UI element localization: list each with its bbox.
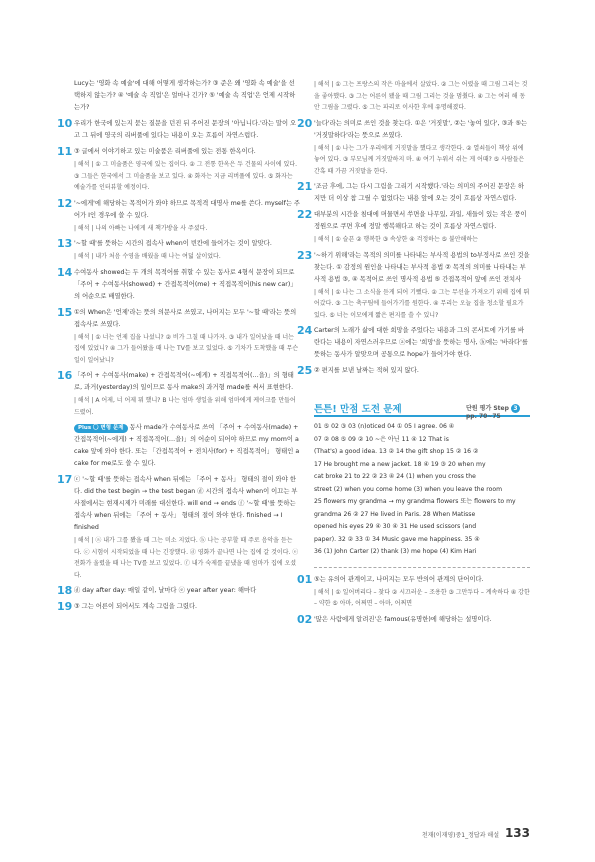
item-body: 우리가 한국에 있는지 묻는 질문을 던진 뒤 주어진 문장의 '아닙니다.'라는 말이 오고 그 뒤에 영국의 리버풀에 있다는 내용이 오는 흐름이 자연스럽다. (74, 120, 297, 139)
item-explanation: | 해석 | ① 그 미술품은 영국에 있는 집이다. ② 그 전통 한옥은 두 건물의 사이에 있다. ③ 그들은 한국에서 그 미술품을 보고 있다. ④ 화자는 지금 리버풀에 있다. ⑤ 화자는 예술가를 인터뷰할 예정이다. (74, 161, 298, 191)
item-number: 25 (297, 364, 313, 377)
item-number: 12 (57, 196, 73, 210)
item-text (74, 474, 300, 534)
item-explanation: | 해석 | ① 나는 그 소식을 듣게 되어 기뻤다. ② 그는 무선을 가져오기 위해 집에 뛰어갔다. ③ 그는 축구팀에 들어가기를 원한다. ④ 무리는 오늘 집을 청소할 필요가 있다. ⑤ 너는 이모에게 짧은 편지를 쓸 수 있니? (314, 288, 530, 319)
right-column (297, 78, 530, 626)
left-intro: Lucy는 '영화 속 예술'에 대해 어떻게 생각하는가? ③ 준은 왜 '영화 속 예술'을 선택하지 않는가? ④ '예술 속 직업'은 얼마나 긴가? ⑤ '예술 속 직업'은 언제 시작하는가? (74, 80, 296, 111)
item-number: 16 (57, 369, 73, 382)
item-text (74, 267, 300, 303)
item-body: 수여동사 showed는 두 개의 목적어를 취할 수 있는 동사로 4형식 문장이 되므로 「주어 + 수여동사(showed) + 간접목적어(me) + 직접목적어(his new car)」의 어순으로 배열한다. (74, 268, 297, 300)
answer-item (57, 237, 300, 263)
item-text (314, 118, 530, 142)
answer-item (297, 180, 530, 205)
answer-line: street (2) when you come home (3) when you leave the room (314, 485, 503, 493)
answer-line: cat broke 21 to 22 ② 23 ④ 24 (1) when you cross the (314, 473, 476, 480)
item-number: 13 (57, 237, 73, 250)
item-text (314, 574, 530, 586)
item-text (314, 181, 530, 205)
item-explanation: | 해석 | ① 슬픈 ② 행복한 ③ 속상한 ④ 걱정하는 ⑤ 불안해하는 (314, 236, 478, 243)
item-number: 18 (57, 584, 73, 597)
item-text (74, 146, 300, 158)
answer-item (57, 369, 300, 418)
item-explanation: | 해석 | 나의 아빠는 나에게 새 책가방을 사 주셨다. (74, 224, 208, 232)
answer-item (57, 473, 300, 581)
item-number: 02 (297, 612, 313, 626)
answer-line: 17 He brought me a new jacket. 18 ④ 19 ③ 20 when my (314, 460, 486, 468)
item-number: 14 (57, 265, 73, 279)
answer-item (57, 305, 300, 367)
item-body: 「주어 + 수여동사(make) + 간접목적어(~에게) + 직접목적어(…을)」의 형태로, 과거(yesterday)의 일이므로 동사 make의 과거형 made를 써서 표현한다. (74, 372, 294, 391)
item-number: 23 (297, 248, 313, 262)
answer-item (57, 584, 300, 597)
answer-line: 36 (1) John Carter (2) thank (3) me hope (4) Kim Hari (314, 548, 477, 555)
item-number: 22 (297, 208, 313, 221)
item-body: ⓒ '~할 때'를 뜻하는 접속사 when 뒤에는 「주어 + 동사」 형태의 절이 와야 한다. did the test begin → the test began ⓓ 시간의 접속사 when이 이끄는 부사절에서는 현재시제가 미래를 대신한다. will end → ends ⓕ '~할 때'를 뜻하는 접속사 when 뒤에는 「주어 + 동사」 형태의 절이 와야 한다. finished → I finished (74, 476, 298, 531)
item-number: 10 (57, 117, 73, 130)
step-badge: 3 (511, 404, 520, 413)
answer-item (297, 116, 530, 178)
answer-line: 07 ② 08 ⑤ 09 ② 10 ~은 아닌 11 ④ 12 That is (314, 435, 449, 443)
item-body: '~하기 위해'라는 목적의 의미를 나타내는 부사적 용법의 to부정사로 쓰인 것을 찾는다. ① 감정의 원인을 나타내는 부사적 용법 ② 목적의 의미를 나타내는 부사적 용법 ③, ④ 목적어로 쓰인 명사적 용법 ⑤ 간접목적어 앞에 쓰인 전치사 (314, 251, 530, 283)
left-column (57, 78, 300, 613)
footer-label: 천재(이재영)중1_정답과 해설 (421, 832, 500, 839)
item-explanation: | 해석 | ① 나는 그가 우리에게 거짓말을 했다고 생각한다. ② 열쇠들이 책상 위에 놓여 있다. ③ 부모님께 거짓말하지 마. ④ 여기 누워서 쉬는 게 어때? ⑤ 사람들은 간혹 때 가끔 거짓말을 한다. (314, 144, 525, 175)
answer-item (74, 422, 300, 470)
answer-item (297, 572, 530, 610)
item-number: 17 (57, 473, 73, 486)
item-text (74, 238, 300, 250)
item-explanation: | 해석 | 내가 처음 수영을 배웠을 때 나는 여덟 살이었다. (74, 253, 221, 260)
item-explanation: | 해석 | ① 일어버리다 – 찾다 ② 시끄러운 – 조용한 ③ 그만두다 – 계속하다 ④ 강한 – 약한 ⑤ 아마, 어쩌면 – 아마, 어쩌면 (314, 588, 530, 607)
item-text (74, 585, 300, 597)
item-body: ⑤는 유의어 관계이고, 나머지는 모두 반의어 관계의 단어이다. (314, 575, 484, 583)
item-text (74, 422, 300, 470)
section-banner (314, 399, 530, 420)
item-explanation: | 해석 | ⓐ 내가 그를 봤을 때 그는 미소 지었다. ⓑ 나는 공부할 때 주로 음악을 듣는다. ⓒ 시험이 시작되었을 때 나는 긴장했다. ⓓ 영화가 끝나면 나는 집에 갈 것이다. ⓔ 전화가 울렸을 때 나는 TV를 보고 있었다. ⓕ 내가 숙제를 끝냈을 때 엄마가 집에 오셨다. (74, 537, 299, 579)
banner-pages: pp. 70~75 (466, 413, 501, 420)
item-explanation: | 해석 | A 어제, 너 어제 뭐 했니? B 나는 엄마 생일을 위해 엄마에게 케이크를 만들어 드렸어. (74, 397, 296, 416)
item-number: 11 (57, 145, 73, 158)
answer-item (297, 324, 530, 361)
item-body: 동사 made가 수여동사로 쓰여 「주어 + 수여동사(made) + 간접목적어(~에게) + 직접목적어(…을)」의 어순이 되어야 하므로 my mom이 a cake 앞에 와야 한다. 또는 「간접목적어 + 전치사(for) + 직접목적어」 형태인 a cake for me로도 쓸 수 있다. (74, 424, 300, 467)
item-body: ③ 그는 어른이 되어서도 계속 그림을 그렸다. (74, 603, 198, 610)
item-text (74, 601, 300, 613)
item-number: 01 (297, 572, 313, 586)
answer-item (57, 265, 300, 303)
item-text (314, 614, 530, 626)
item-body: '조금 후에, 그는 다시 그림을 그리기 시작했다.'라는 의미의 주어진 문장은 하지만 더 이상 참 그릴 수 없었다는 내용 앞에 오는 것이 흐름상 자연스럽다. (314, 183, 524, 202)
item-number: 19 (57, 600, 73, 613)
banner-title: 튼튼! 만점 도전 문제 (314, 404, 402, 415)
plus-badge: Plus 〇 변형 문제 (74, 424, 128, 433)
item-body: Carter의 노래가 삶에 대한 희망을 주었다는 내용과 그의 콘서트에 가기를 바란다는 내용이 자연스러우므로 ⓐ에는 '희망'을 뜻하는 명사, ⓑ에는 '바라다'를 뜻하는 동사가 알맞으며 공통으로 hope가 들어가야 한다. (314, 327, 528, 358)
page-footer (422, 826, 530, 840)
item-body: ①의 When은 '언제'라는 뜻의 의문사로 쓰였고, 나머지는 모두 '~할 때'라는 뜻의 접속사로 쓰였다. (74, 308, 297, 328)
item-body: ③ 글에서 이야기하고 있는 미술품은 리버풀에 있는 전통 한옥이다. (74, 148, 256, 155)
item-text (314, 325, 530, 361)
right-intro: | 해석 | ① 그는 프랑스의 작은 마을에서 살았다. ② 그는 어렸을 때 그림 그리는 것을 좋아했다. ③ 그는 어른이 됐을 때 그림 그리는 것을 멈췄다. ④ 그는 여러 해 동안 그림을 그렸다. ⑤ 그는 파리로 이사한 후에 유명해졌다. (314, 81, 528, 111)
item-body: '~에게'에 해당하는 목적어가 와야 하므로 목적격 대명사 me를 쓴다. myself는 주어가 I인 경우에 쓸 수 있다. (74, 199, 300, 219)
page-number: 133 (504, 826, 530, 840)
answer-line: 01 ⑤ 02 ③ 03 (n)oticed 04 ① 05 I agree. 06 ④ (314, 423, 455, 430)
item-text (314, 250, 530, 286)
item-number: 20 (297, 116, 313, 130)
item-text (74, 307, 300, 331)
item-body: ⓓ day after day: 매일 같이, 날마다 ⓔ year after year: 해마다 (74, 587, 257, 594)
item-body: '~할 때'를 뜻하는 시간의 접속사 when이 빈칸에 들어가는 것이 알맞다. (74, 240, 272, 247)
item-text (74, 198, 300, 222)
item-number: 15 (57, 305, 73, 319)
answer-line: (That's) a good idea. 13 ② 14 the gift shop 15 ② 16 ② (314, 448, 479, 455)
banner-sub (466, 403, 530, 420)
item-body: '늘다'라는 의미로 쓰인 것을 찾는다. ①은 '거짓말', ②는 '놓여 있다', ③과 ⑤는 '거짓말하다'라는 뜻으로 쓰였다. (314, 119, 528, 139)
answer-line: opened his eyes 29 ④ 30 ④ 31 He used scissors (and (314, 523, 477, 530)
answer-line: paper). 32 ② 33 ① 34 Music gave me happiness. 35 ④ (314, 535, 480, 543)
answer-item (57, 600, 300, 613)
item-number: 24 (297, 324, 313, 337)
item-text (314, 365, 530, 377)
item-text (74, 370, 300, 394)
answer-item (297, 364, 530, 377)
item-text (314, 209, 530, 233)
answer-line: 25 flowers my grandma → my grandma flowers 또는 flowers to my (314, 498, 516, 505)
banner-step-label: 단원 평가 Step (466, 405, 509, 412)
answer-item (297, 208, 530, 246)
item-body: '많은 사람에게 알려진'은 famous(유명한)에 해당하는 설명이다. (314, 615, 492, 623)
answer-item (57, 145, 300, 194)
item-explanation: | 해석 | ① 너는 언제 집을 나섰니? ② 비가 그칠 때 나가자. ③ 내가 일어났을 때 너는 집에 있었니? ④ 그가 들어왔을 때 나는 TV를 보고 있었다. ⑤ 기차가 도착했을 때 무슨 일이 일어났니? (74, 333, 299, 364)
answer-item (297, 248, 530, 322)
item-number: 21 (297, 180, 313, 193)
answer-item (57, 196, 300, 235)
answer-item (57, 117, 300, 142)
item-body: 대부분의 시간을 침대에 머물면서 쑤면을 나무있, 과일, 새들이 있는 작은 풍이 정원으로 쿠면 후에 정말 행복해다고 하는 것이 흐름상 자연스럽다. (314, 211, 527, 230)
answer-key (314, 421, 530, 559)
divider (314, 567, 530, 568)
item-body: ② 편지를 보낸 날짜는 적혀 있지 않다. (314, 367, 419, 374)
answer-item (297, 612, 530, 626)
item-text (74, 118, 300, 142)
answer-line: grandma 26 ② 27 He lived in Paris. 28 When Matisse (314, 510, 476, 518)
